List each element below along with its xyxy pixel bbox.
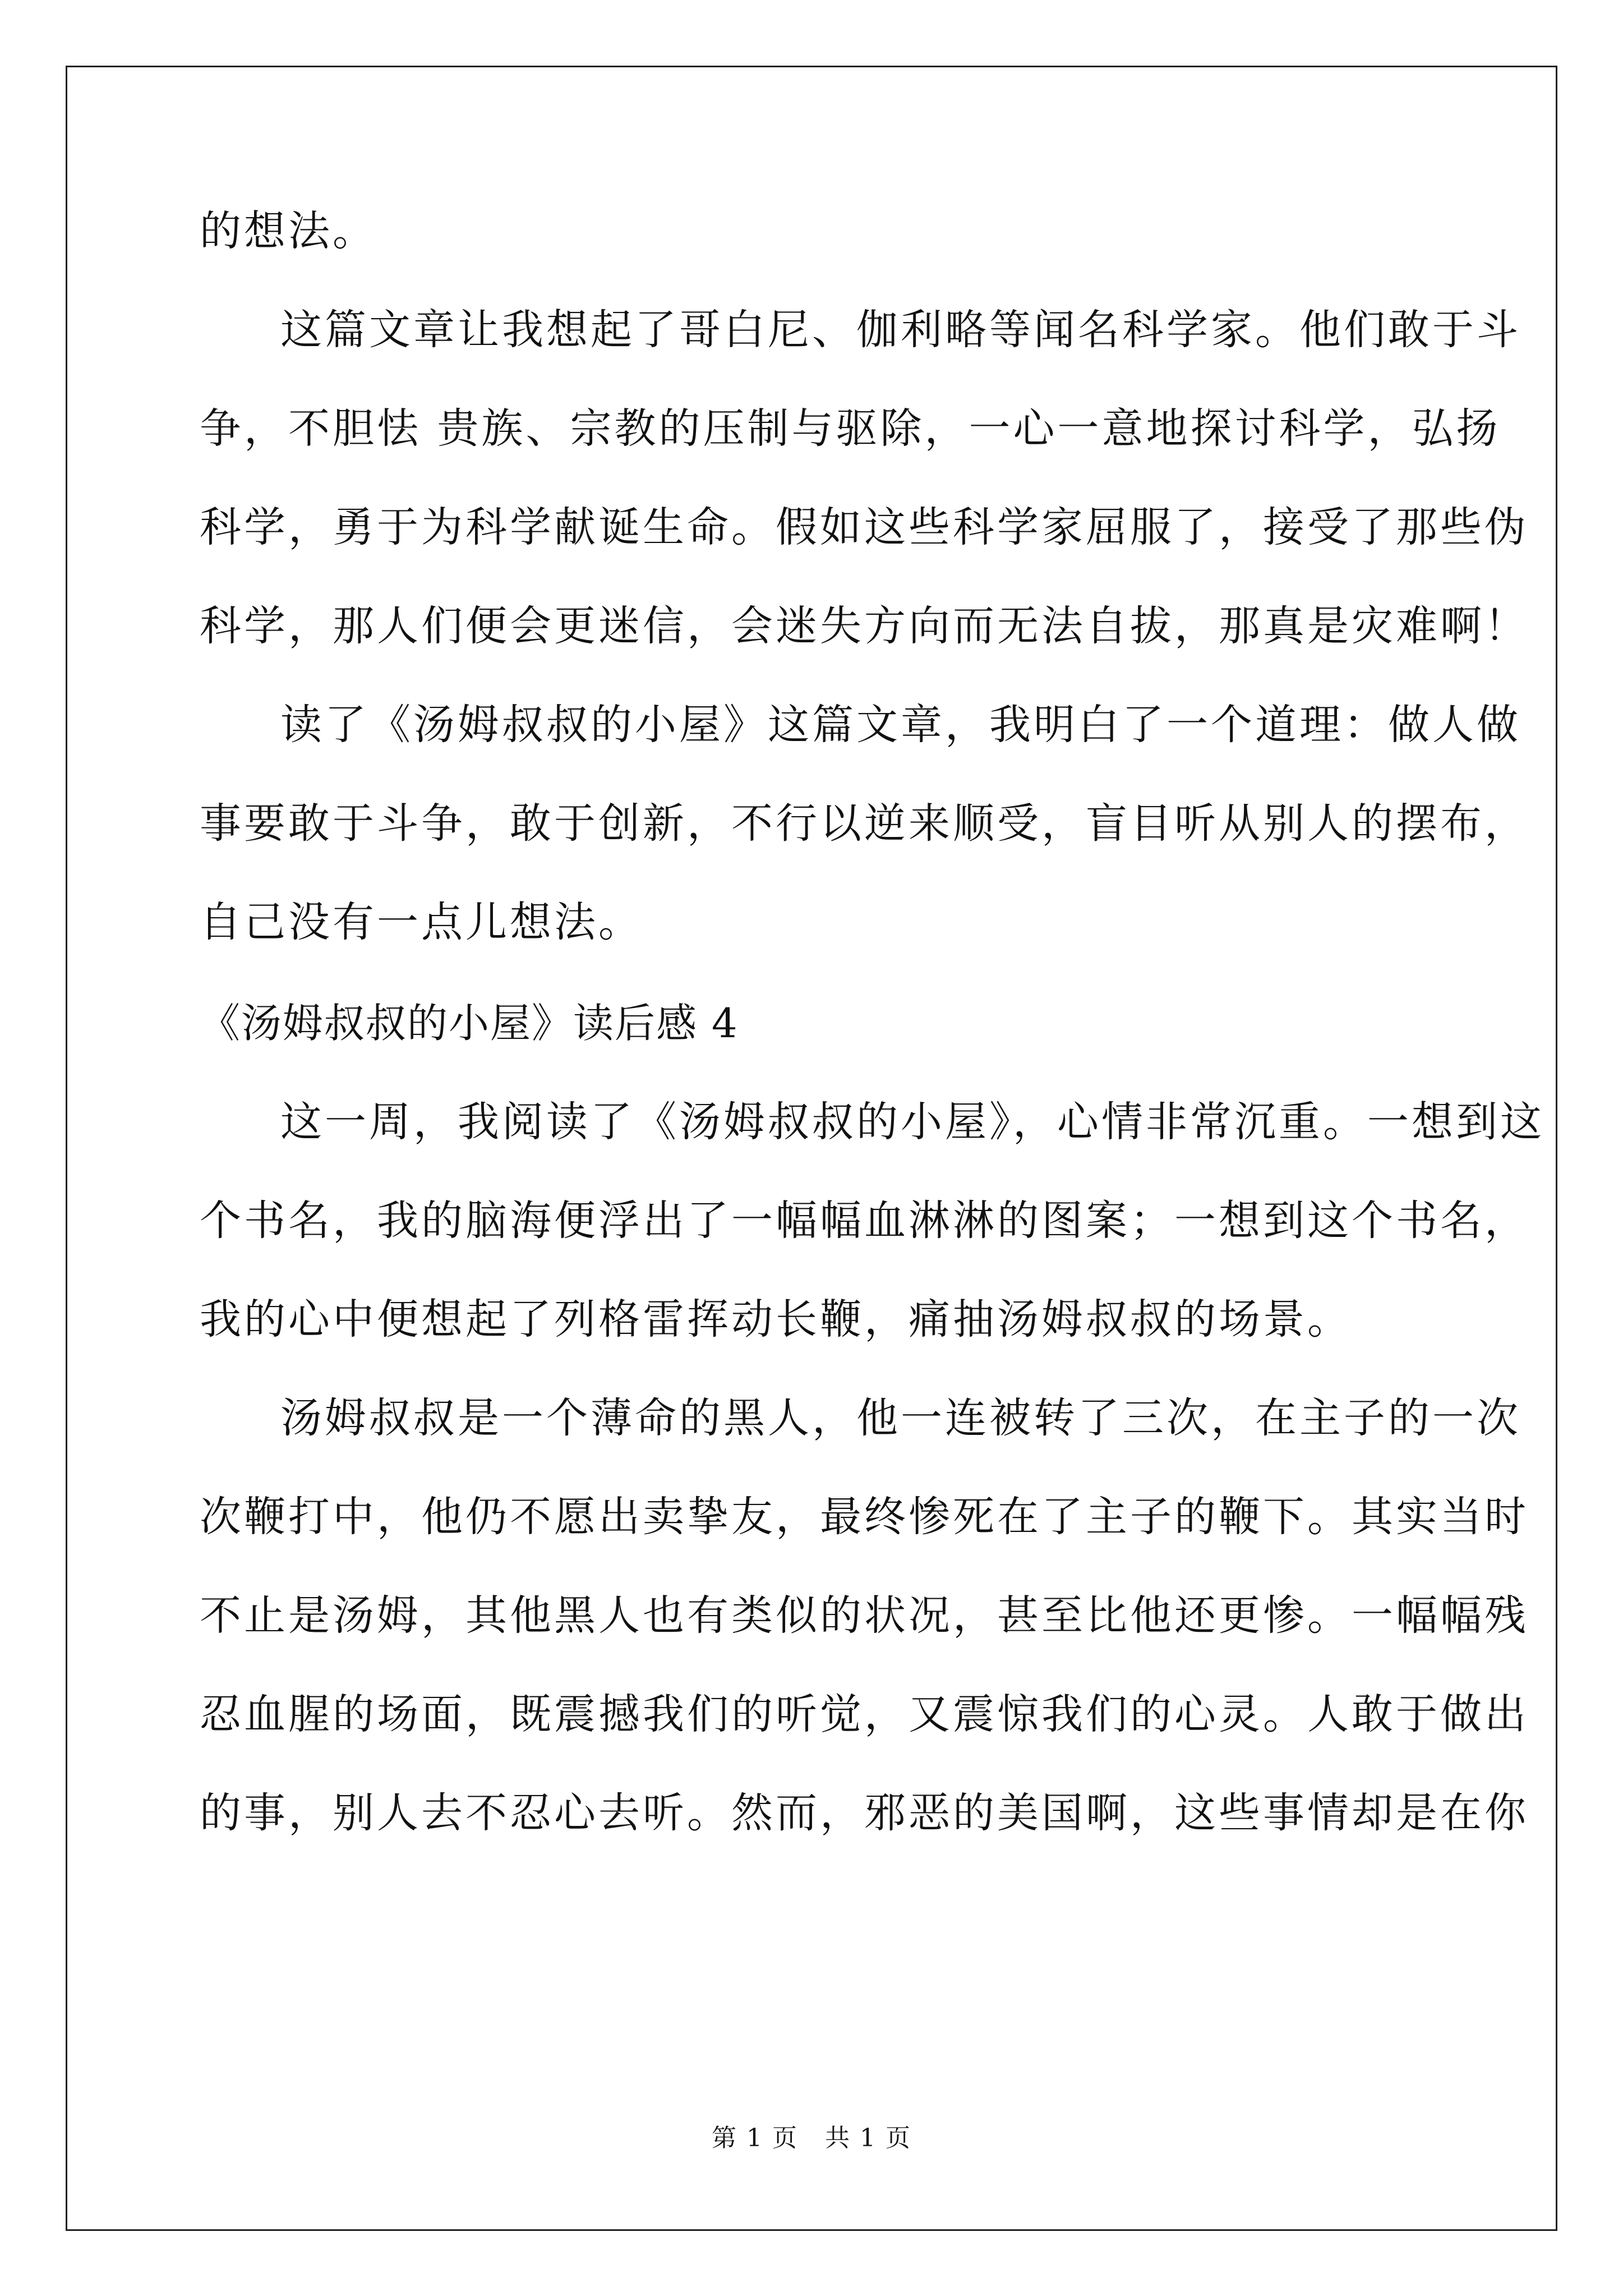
paragraph-line: 次鞭打中，他仍不愿出卖挚友，最终惨死在了主子的鞭下。其实当时 — [200, 1493, 1529, 1541]
page-footer — [0, 2122, 1623, 2155]
paragraph-line: 自己没有一点儿想法。 — [200, 898, 643, 946]
paragraph-line: 科学，勇于为科学献诞生命。假如这些科学家屈服了，接受了那些伪 — [200, 503, 1529, 551]
paragraph-line: 科学，那人们便会更迷信，会迷失方向而无法自拔，那真是灾难啊！ — [200, 602, 1529, 650]
page-total: 共 1 页 — [824, 2124, 911, 2152]
paragraph-line: 我的心中便想起了列格雷挥动长鞭，痛抽汤姆叔叔的场景。 — [200, 1295, 1352, 1343]
section-heading: 《汤姆叔叔的小屋》读后感 4 — [200, 1000, 739, 1047]
paragraph-line: 个书名，我的脑海便浮出了一幅幅血淋淋的图案；一想到这个书名， — [200, 1197, 1529, 1245]
paragraph-line: 的事，别人去不忍心去听。然而，邪恶的美国啊，这些事情却是在你 — [200, 1789, 1529, 1837]
paragraph-line: 不止是汤姆，其他黑人也有类似的状况，甚至比他还更惨。一幅幅残 — [200, 1591, 1529, 1640]
paragraph-line: 事要敢于斗争，敢于创新，不行以逆来顺受，盲目听从别人的摆布， — [200, 799, 1529, 848]
paragraph-line: 这一周，我阅读了《汤姆叔叔的小屋》，心情非常沉重。一想到这 — [280, 1098, 1544, 1146]
paragraph-line: 这篇文章让我想起了哥白尼、伽利略等闻名科学家。他们敢于斗 — [280, 306, 1521, 354]
paragraph-line-continuation: 的想法。 — [200, 207, 377, 255]
paragraph-line: 忍血腥的场面，既震撼我们的听觉，又震惊我们的心灵。人敢于做出 — [200, 1690, 1529, 1738]
paragraph-line: 汤姆叔叔是一个薄命的黑人，他一连被转了三次，在主子的一次 — [280, 1394, 1521, 1442]
paragraph-line: 争，不胆怯 贵族、宗教的压制与驱除，一心一意地探讨科学，弘扬 — [200, 404, 1501, 453]
paragraph-line: 读了《汤姆叔叔的小屋》这篇文章，我明白了一个道理：做人做 — [280, 701, 1521, 749]
page-number: 第 1 页 — [712, 2124, 799, 2152]
